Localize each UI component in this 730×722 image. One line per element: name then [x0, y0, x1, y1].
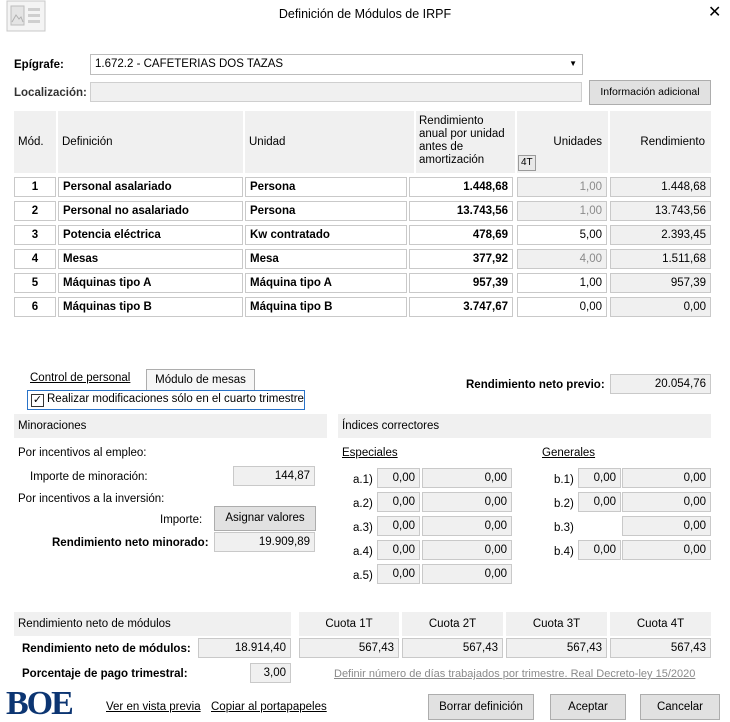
definir-dias-link[interactable]: Definir número de días trabajados por trimestre. Real Decreto-ley 15/2020 [334, 668, 696, 680]
importe-minoracion-value: 144,87 [233, 466, 315, 486]
localizacion-field[interactable] [90, 82, 582, 102]
cancelar-button[interactable]: Cancelar [640, 694, 720, 720]
cuota-2t-value: 567,43 [402, 638, 503, 658]
cuota-1t-value: 567,43 [299, 638, 399, 658]
porcentaje-label: Porcentaje de pago trimestral: [22, 668, 188, 680]
row-unidades[interactable]: 1,00 [517, 201, 607, 221]
general-value-2: 0,00 [622, 468, 711, 488]
boe-logo [6, 685, 84, 722]
row-definicion: Personal asalariado [58, 177, 243, 197]
especial-value-2: 0,00 [422, 564, 512, 584]
general-value-1: 0,00 [578, 468, 621, 488]
checkbox-checked-icon: ✓ [32, 394, 43, 406]
close-icon[interactable]: ✕ [708, 4, 722, 21]
modulos-header [14, 612, 291, 636]
epigrafe-value: 1.672.2 - CAFETERIAS DOS TAZAS [95, 58, 284, 70]
row-mod: 5 [14, 273, 56, 293]
indices-header [338, 414, 711, 438]
row-unidades[interactable]: 0,00 [517, 297, 607, 317]
row-mod: 6 [14, 297, 56, 317]
checkbox-label: Realizar modificaciones sólo en el cuarto trimestre [47, 393, 304, 405]
rend-neto-previo-label: Rendimiento neto previo: [466, 379, 605, 391]
cuota-3t-value: 567,43 [506, 638, 607, 658]
row-unidad: Persona [245, 177, 407, 197]
row-definicion: Máquinas tipo A [58, 273, 243, 293]
row-definicion: Personal no asalariado [58, 201, 243, 221]
modulos-title: Rendimiento neto de módulos [18, 618, 171, 630]
especial-value-1: 0,00 [377, 516, 420, 536]
rend-minorado-value: 19.909,89 [214, 532, 315, 552]
localizacion-label: Localización: [14, 87, 87, 99]
aceptar-button[interactable]: Aceptar [550, 694, 626, 720]
general-label: b.1) [554, 474, 574, 486]
header-unidad: Unidad [249, 136, 286, 148]
header-definicion: Definición [62, 136, 113, 148]
especial-value-1: 0,00 [377, 540, 420, 560]
row-unidades[interactable]: 1,00 [517, 273, 607, 293]
row-rend-unidad: 377,92 [409, 249, 513, 269]
especial-value-2: 0,00 [422, 540, 512, 560]
especial-value-1: 0,00 [377, 468, 420, 488]
especial-value-1: 0,00 [377, 564, 420, 584]
minoraciones-header [14, 414, 327, 438]
row-unidad: Máquina tipo B [245, 297, 407, 317]
cuota-4t-value: 567,43 [610, 638, 711, 658]
cuota-1t-label: Cuota 1T [325, 618, 373, 630]
importe-minoracion-label: Importe de minoración: [30, 471, 148, 483]
cuota-3t-label: Cuota 3T [532, 618, 581, 630]
general-label: b.3) [554, 522, 574, 534]
header-unidades: Unidades [553, 136, 602, 148]
rend-neto-previo-value: 20.054,76 [610, 374, 711, 394]
general-label: b.2) [554, 498, 574, 510]
row-mod: 4 [14, 249, 56, 269]
rend-modulos-label: Rendimiento neto de módulos: [22, 643, 191, 655]
vista-previa-link[interactable]: Ver en vista previa [106, 701, 201, 713]
generales-label: Generales [542, 447, 596, 459]
especial-value-1: 0,00 [377, 492, 420, 512]
cuota-1t-header [299, 612, 399, 636]
header-mod: Mód. [18, 136, 44, 148]
row-rendimiento: 957,39 [610, 273, 711, 293]
boe-logo-text: BOE [6, 685, 72, 722]
row-mod: 2 [14, 201, 56, 221]
header-rend-unidad-2: anual por unidad [419, 128, 505, 140]
row-unidad: Máquina tipo A [245, 273, 407, 293]
general-value-1: 0,00 [578, 540, 621, 560]
tab-modulo-mesas[interactable] [146, 369, 255, 391]
general-value-1: 0,00 [578, 492, 621, 512]
table-header [14, 111, 711, 173]
header-rend-unidad-4: amortización [419, 154, 485, 166]
epigrafe-select[interactable] [90, 54, 583, 75]
row-definicion: Potencia eléctrica [58, 225, 243, 245]
especial-value-2: 0,00 [422, 516, 512, 536]
incentivos-inversion-label: Por incentivos a la inversión: [18, 493, 165, 505]
row-rend-unidad: 3.747,67 [409, 297, 513, 317]
row-rendimiento: 0,00 [610, 297, 711, 317]
asignar-valores-button[interactable]: Asignar valores [214, 506, 316, 531]
tab-modulo-mesas-label: Módulo de mesas [155, 374, 246, 386]
rend-minorado-label: Rendimiento neto minorado: [52, 537, 209, 549]
row-rendimiento: 13.743,56 [610, 201, 711, 221]
especial-value-2: 0,00 [422, 468, 512, 488]
general-label: b.4) [554, 546, 574, 558]
row-rendimiento: 2.393,45 [610, 225, 711, 245]
title-bar [0, 0, 730, 30]
row-rendimiento: 1.448,68 [610, 177, 711, 197]
row-unidades[interactable]: 4,00 [517, 249, 607, 269]
row-definicion: Mesas [58, 249, 243, 269]
rend-modulos-value: 18.914,40 [198, 638, 291, 658]
especial-label: a.1) [353, 474, 373, 486]
row-rendimiento: 1.511,68 [610, 249, 711, 269]
row-mod: 1 [14, 177, 56, 197]
window-title: Definición de Módulos de IRPF [278, 7, 452, 21]
informacion-adicional-button[interactable]: Información adicional [589, 80, 711, 105]
cuota-3t-header [506, 612, 607, 636]
especial-label: a.5) [353, 570, 373, 582]
row-rend-unidad: 957,39 [409, 273, 513, 293]
indices-title: Índices correctores [342, 420, 440, 432]
importe-label: Importe: [160, 514, 203, 526]
copiar-portapapeles-link[interactable]: Copiar al portapapeles [211, 701, 327, 713]
row-rend-unidad: 478,69 [409, 225, 513, 245]
cuota-4t-header [610, 612, 711, 636]
tab-control-personal[interactable]: Control de personal [30, 372, 131, 384]
cuarto-trimestre-checkbox[interactable] [27, 390, 305, 410]
epigrafe-label: Epígrafe: [14, 59, 64, 71]
especial-label: a.3) [353, 522, 373, 534]
header-rend-unidad-1: Rendimiento [419, 115, 484, 127]
row-unidades[interactable]: 1,00 [517, 177, 607, 197]
row-unidades[interactable]: 5,00 [517, 225, 607, 245]
row-unidad: Persona [245, 201, 407, 221]
general-value-2: 0,00 [622, 516, 711, 536]
especial-label: a.2) [353, 498, 373, 510]
especial-label: a.4) [353, 546, 373, 558]
header-rendimiento: Rendimiento [640, 136, 705, 148]
general-value-2: 0,00 [622, 540, 711, 560]
row-definicion: Máquinas tipo B [58, 297, 243, 317]
badge-4t[interactable]: 4T [518, 155, 536, 171]
cuota-4t-label: Cuota 4T [636, 618, 685, 630]
general-value-2: 0,00 [622, 492, 711, 512]
row-rend-unidad: 1.448,68 [409, 177, 513, 197]
especiales-label: Especiales [342, 447, 398, 459]
especial-value-2: 0,00 [422, 492, 512, 512]
row-unidad: Kw contratado [245, 225, 407, 245]
row-rend-unidad: 13.743,56 [409, 201, 513, 221]
cuota-2t-label: Cuota 2T [428, 618, 477, 630]
row-mod: 3 [14, 225, 56, 245]
cuota-2t-header [402, 612, 503, 636]
row-unidad: Mesa [245, 249, 407, 269]
borrar-definicion-button[interactable]: Borrar definición [428, 694, 534, 720]
minoraciones-title: Minoraciones [18, 420, 87, 432]
chevron-down-icon: ▼ [569, 59, 577, 68]
incentivos-empleo-label: Por incentivos al empleo: [18, 447, 147, 459]
header-rend-unidad-3: antes de [419, 141, 464, 153]
porcentaje-value[interactable]: 3,00 [250, 663, 291, 683]
